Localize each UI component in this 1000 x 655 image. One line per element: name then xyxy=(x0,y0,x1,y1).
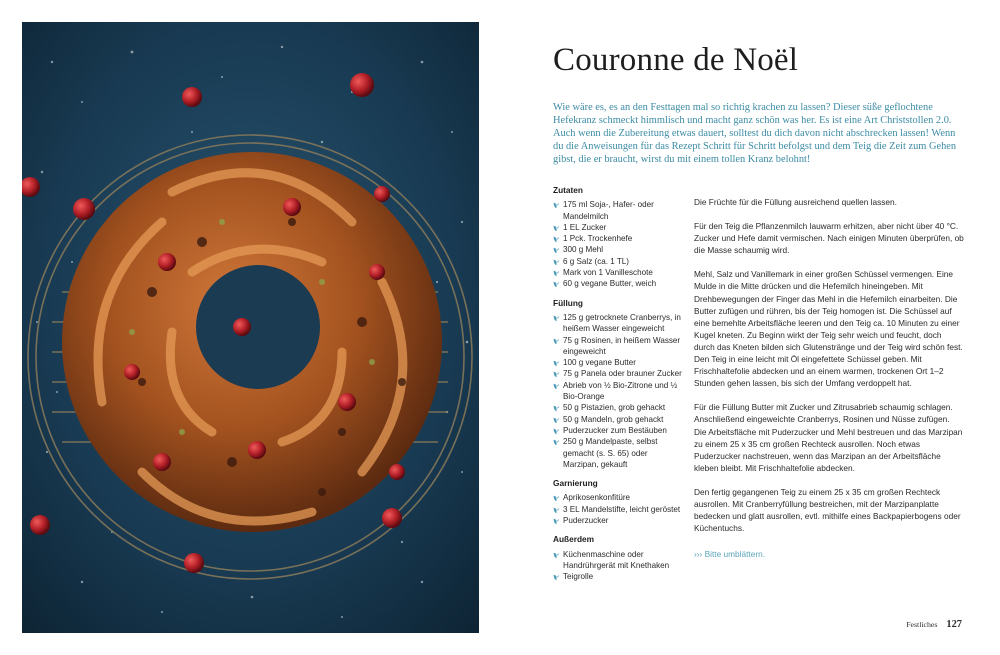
ingredient-text: 300 g Mehl xyxy=(563,245,604,255)
ingredient-text: 50 g Mandeln, grob gehackt xyxy=(563,414,664,424)
instruction-step: Mehl, Salz und Vanillemark in einer großen Schüssel vermengen. Eine Mulde in die Mitte drücken und die Hefemilch hineingeben. Mit Drehbewegungen der Finger das Mehl in die Hefemilch einarbeiten. Die Butter zufügen und rühren, bis der Teig homogen ist. Die Schüssel auf eine bemehlte Arbeitsfläche leeren und den Teig ca. 10 Minuten zu einer Kugel kneten. Zu Beginn wirkt der Teig sehr weich und feucht, doch durch das Kneten bilden sich Glutenstränge und der Teig wird schön fest. Den Teig in eine leicht mit Öl eingefettete Schüssel geben. Mit Frischhaltefolie abdecken und an einem warmen, trockenen Ort 1–2 Stunden gehen lassen, bis sich der Umfang verdoppelt hat. xyxy=(694,269,963,389)
ingredient-item xyxy=(553,357,683,368)
continue-link[interactable]: ››› Bitte umblättern. xyxy=(694,549,766,560)
ingredient-text: 100 g vegane Butter xyxy=(563,358,636,368)
ingredient-item xyxy=(553,571,683,582)
ingredient-item xyxy=(553,515,683,526)
instruction-step: Die Früchte für die Füllung ausreichend quellen lassen. xyxy=(694,197,897,207)
ingredient-group-heading: Garnierung xyxy=(553,478,598,489)
leaf-bullet-icon xyxy=(553,269,559,276)
ingredient-list xyxy=(553,199,683,289)
ingredient-text: 60 g vegane Butter, weich xyxy=(563,279,657,289)
ingredient-text: Teigrolle xyxy=(563,572,594,582)
ingredient-text: Küchenmaschine oder Handrührgerät mit Knethaken xyxy=(563,549,670,570)
ingredient-text: 75 g Panela oder brauner Zucker xyxy=(563,369,682,379)
instruction-step: Für den Teig die Pflanzenmilch lauwarm erhitzen, aber nicht über 40 °C. Zucker und Hefe damit vermischen. Nach einigen Minuten überprüfen, ob die Masse schaumig wird. xyxy=(694,221,964,256)
recipe-title: Couronne de Noël xyxy=(553,42,799,78)
ingredient-item xyxy=(553,267,683,278)
ingredient-group-heading: Zutaten xyxy=(553,185,583,195)
page-footer xyxy=(906,619,962,630)
ingredient-text: 1 Pck. Trockenhefe xyxy=(563,234,633,244)
leaf-bullet-icon xyxy=(553,551,559,558)
leaf-bullet-icon xyxy=(553,201,559,208)
ingredient-group-ausserdem xyxy=(553,534,683,582)
ingredient-item xyxy=(553,492,683,503)
ingredient-text: Abrieb von ½ Bio-Zitrone und ½ Bio-Orange xyxy=(563,380,678,402)
ingredient-list xyxy=(553,312,683,470)
ingredient-item xyxy=(553,278,683,289)
ingredient-text: 250 g Mandelpaste, selbst gemacht (s. S. 65) oder Marzipan, gekauft xyxy=(563,437,658,469)
ingredient-group-zutaten xyxy=(553,185,683,290)
ingredient-group-heading: Außerdem xyxy=(553,534,595,545)
ingredient-item xyxy=(553,233,683,244)
ingredient-text: Puderzucker xyxy=(563,516,609,526)
ingredient-item xyxy=(553,244,683,255)
ingredient-text: 3 EL Mandelstifte, leicht geröstet xyxy=(563,504,681,514)
leaf-bullet-icon xyxy=(553,370,559,377)
page-number: 127 xyxy=(946,619,962,630)
instruction-step: Den fertig gegangenen Teig zu einem 25 x 35 cm großen Rechteck ausrollen. Mit Cranberryfüllung bestreichen, mit der Marzipanplatte bedecken und glatt ausrollen, evtl. mithilfe eines Backpapierbogens oder Küchentuchs. xyxy=(694,486,961,534)
ingredient-text: 6 g Salz (ca. 1 TL) xyxy=(563,256,629,266)
ingredient-text: 75 g Rosinen, in heißem Wasser eingeweicht xyxy=(563,335,681,356)
ingredient-item xyxy=(553,312,683,335)
ingredient-item xyxy=(553,436,683,470)
leaf-bullet-icon xyxy=(553,246,559,253)
leaf-bullet-icon xyxy=(553,224,559,231)
leaf-bullet-icon xyxy=(553,258,559,265)
ingredient-item xyxy=(553,256,683,267)
ingredient-text: 125 g getrocknete Cranberrys, in heißem Wasser eingeweicht xyxy=(563,312,681,334)
recipe-photo xyxy=(22,22,479,633)
ingredient-group-garnierung xyxy=(553,478,683,526)
leaf-bullet-icon xyxy=(553,404,559,411)
ingredient-list xyxy=(553,549,683,583)
recipe-intro: Wie wäre es, es an den Festtagen mal so richtig krachen zu lassen? Dieser süße geflochtene Hefekranz schmeckt himmlisch und macht ganz schön was her. Es ist eine Art Christstollen 2.0. Auch wenn die Zubereitung etwas dauert, solltest du dich davon nicht abschrecken lassen! Wenn du die Anweisungen für das Rezept Schritt für Schritt befolgst und dem Teig die Zeit zum Gehen gibst, die er braucht, wirst du mit einem tollen Kranz belohnt! xyxy=(553,102,957,165)
footer-section-name: Festliches xyxy=(906,620,938,629)
ingredient-group-heading: Füllung xyxy=(553,297,583,308)
leaf-bullet-icon xyxy=(553,573,559,580)
ingredient-text: 1 EL Zucker xyxy=(563,222,607,232)
wreath-illustration xyxy=(22,22,479,633)
ingredient-item xyxy=(553,335,683,358)
ingredients-column xyxy=(553,185,683,591)
ingredient-item xyxy=(553,222,683,233)
ingredient-text: Aprikosenkonfitüre xyxy=(563,493,631,503)
ingredient-list xyxy=(553,492,683,526)
leaf-bullet-icon xyxy=(553,517,559,524)
leaf-bullet-icon xyxy=(553,235,559,242)
ingredient-text: Mark von 1 Vanilleschote xyxy=(563,268,653,278)
ingredient-group-fuellung xyxy=(553,298,683,470)
ingredient-text: Puderzucker zum Bestäuben xyxy=(563,425,667,435)
leaf-bullet-icon xyxy=(553,427,559,434)
instruction-step: Für die Füllung Butter mit Zucker und Zitrusabrieb schaumig schlagen. Anschließend eingeweichte Cranberrys, Rosinen und Nüsse zufügen. Die Arbeitsfläche mit Puderzucker und Mehl bestreuen und das Marzipan zu einem 25 x 35 cm großen Rechteck ausrollen. Noch etwas Puderzucker nachstreuen, wenn das Marzipan an der Arbeitsfläche kleben bleibt. Mit Frischhaltefolie abdecken. xyxy=(694,402,963,473)
instructions-column xyxy=(694,196,964,560)
leaf-bullet-icon xyxy=(553,416,559,423)
ingredient-text: 175 ml Soja-, Hafer- oder Mandelmilch xyxy=(563,200,654,221)
leaf-bullet-icon xyxy=(553,506,559,513)
leaf-bullet-icon xyxy=(553,359,559,366)
ingredient-item xyxy=(553,425,683,436)
ingredient-item xyxy=(553,368,683,379)
ingredient-item xyxy=(553,549,683,572)
ingredient-item xyxy=(553,504,683,515)
leaf-bullet-icon xyxy=(553,438,559,445)
ingredient-item xyxy=(553,402,683,413)
leaf-bullet-icon xyxy=(553,382,559,389)
leaf-bullet-icon xyxy=(553,314,559,321)
leaf-bullet-icon xyxy=(553,337,559,344)
leaf-bullet-icon xyxy=(553,280,559,287)
ingredient-item xyxy=(553,380,683,403)
ingredient-item xyxy=(553,414,683,425)
leaf-bullet-icon xyxy=(553,494,559,501)
ingredient-item xyxy=(553,199,683,222)
ingredient-text: 50 g Pistazien, grob gehackt xyxy=(563,403,666,413)
